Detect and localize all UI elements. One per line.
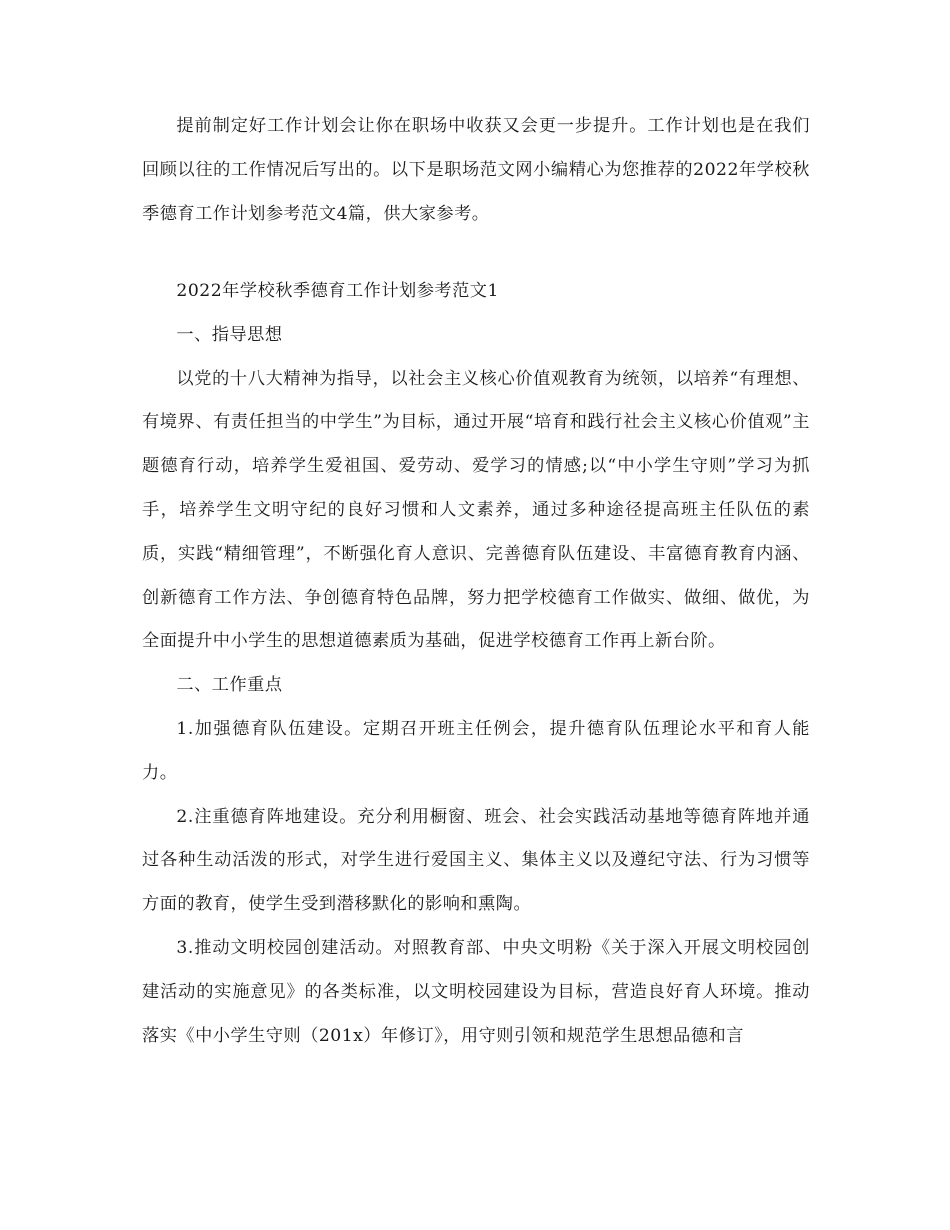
intro-paragraph: 提前制定好工作计划会让你在职场中收获又会更一步提升。工作计划也是在我们回顾以往的工作情况后写出的。以下是职场范文网小编精心为您推荐的2022年学校秋季德育工作计划参考范文4篇，供大家参考。 <box>142 116 810 224</box>
intro-block <box>142 105 810 236</box>
article-block <box>142 270 810 1058</box>
section-heading-work-focus: 二、工作重点 <box>176 675 283 696</box>
work-focus-item-2: 2.注重德育阵地建设。充分利用橱窗、班会、社会实践活动基地等德育阵地并通过各种生动活泼的形式，对学生进行爱国主义、集体主义以及遵纪守法、行为习惯等方面的教育，使学生受到潜移默化的影响和熏陶。 <box>142 806 810 915</box>
work-focus-item-1: 1.加强德育队伍建设。定期召开班主任例会，提升德育队伍理论水平和育人能力。 <box>142 718 810 783</box>
guiding-ideology-paragraph: 以党的十八大精神为指导，以社会主义核心价值观教育为统领，以培养“有理想、有境界、有责任担当的中学生”为目标，通过开展“培育和践行社会主义核心价值观”主题德育行动，培养学生爱祖国、爱劳动、爱学习的情感;以“中小学生守则”学习为抓手，培养学生文明守纪的良好习惯和人文素养，通过多种途径提高班主任队伍的素质，实践“精细管理”，不断强化育人意识、完善德育队伍建设、丰富德育教育内涵、创新德育工作方法、争创德育特色品牌，努力把学校德育工作做实、做细、做优，为全面提升中小学生的思想道德素质为基础，促进学校德育工作再上新台阶。 <box>142 368 810 652</box>
article-title: 2022年学校秋季德育工作计划参考范文1 <box>176 281 499 301</box>
section-heading-guiding-ideology: 一、指导思想 <box>176 324 283 345</box>
work-focus-item-3: 3.推动文明校园创建活动。对照教育部、中央文明粉《关于深入开展文明校园创建活动的实施意见》的各类标准，以文明校园建设为目标，营造良好育人环境。推动落实《中小学生守则（201x）年修订》，用守则引领和规范学生思想品德和言 <box>142 937 810 1046</box>
